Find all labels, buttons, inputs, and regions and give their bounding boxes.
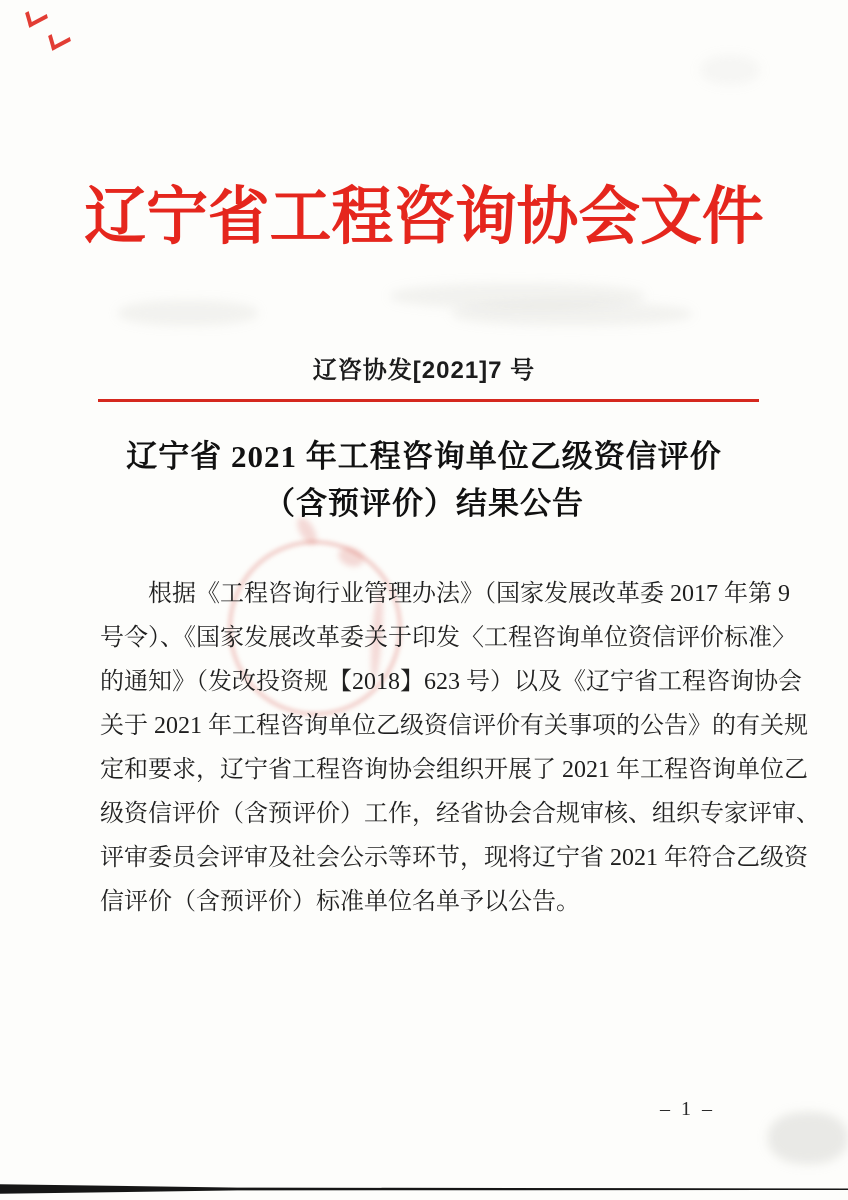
announcement-title-line2: （含预评价）结果公告 <box>264 486 584 521</box>
red-pen-mark-icon <box>25 3 48 28</box>
announcement-title-line1: 辽宁省 2021 年工程咨询单位乙级资信评价 <box>126 439 722 474</box>
body-line: 的通知》（发改投资规【2018】623 号）以及《辽宁省工程咨询协会 <box>100 669 802 695</box>
page-number: – 1 – <box>660 1098 715 1120</box>
announcement-body <box>100 572 820 924</box>
scan-smudge <box>700 55 760 85</box>
letterhead-red-rule <box>98 399 759 402</box>
scan-smudge <box>452 302 692 326</box>
document-number: 辽咨协发[2021]7 号 <box>312 357 536 384</box>
body-line: 号令）、《国家发展改革委关于印发〈工程咨询单位资信评价标准〉 <box>100 625 796 651</box>
letterhead-org-title: 辽宁省工程咨询协会文件 <box>84 182 764 252</box>
body-line: 定和要求，辽宁省工程咨询协会组织开展了 2021 年工程咨询单位乙 <box>100 757 808 783</box>
scanner-edge-line <box>0 1184 848 1194</box>
body-line: 评审委员会评审及社会公示等环节，现将辽宁省 2021 年符合乙级资 <box>100 845 808 871</box>
red-pen-mark-icon <box>48 26 71 51</box>
body-line: 信评价（含预评价）标准单位名单予以公告。 <box>100 889 580 915</box>
scan-smudge <box>768 1112 848 1164</box>
body-line: 根据《工程咨询行业管理办法》（国家发展改革委 2017 年第 9 <box>148 581 790 607</box>
body-line: 关于 2021 年工程咨询单位乙级资信评价有关事项的公告》的有关规 <box>100 713 808 739</box>
announcement-title <box>0 433 848 527</box>
body-line: 级资信评价（含预评价）工作，经省协会合规审核、组织专家评审、 <box>100 801 820 827</box>
scan-smudge <box>118 300 258 326</box>
